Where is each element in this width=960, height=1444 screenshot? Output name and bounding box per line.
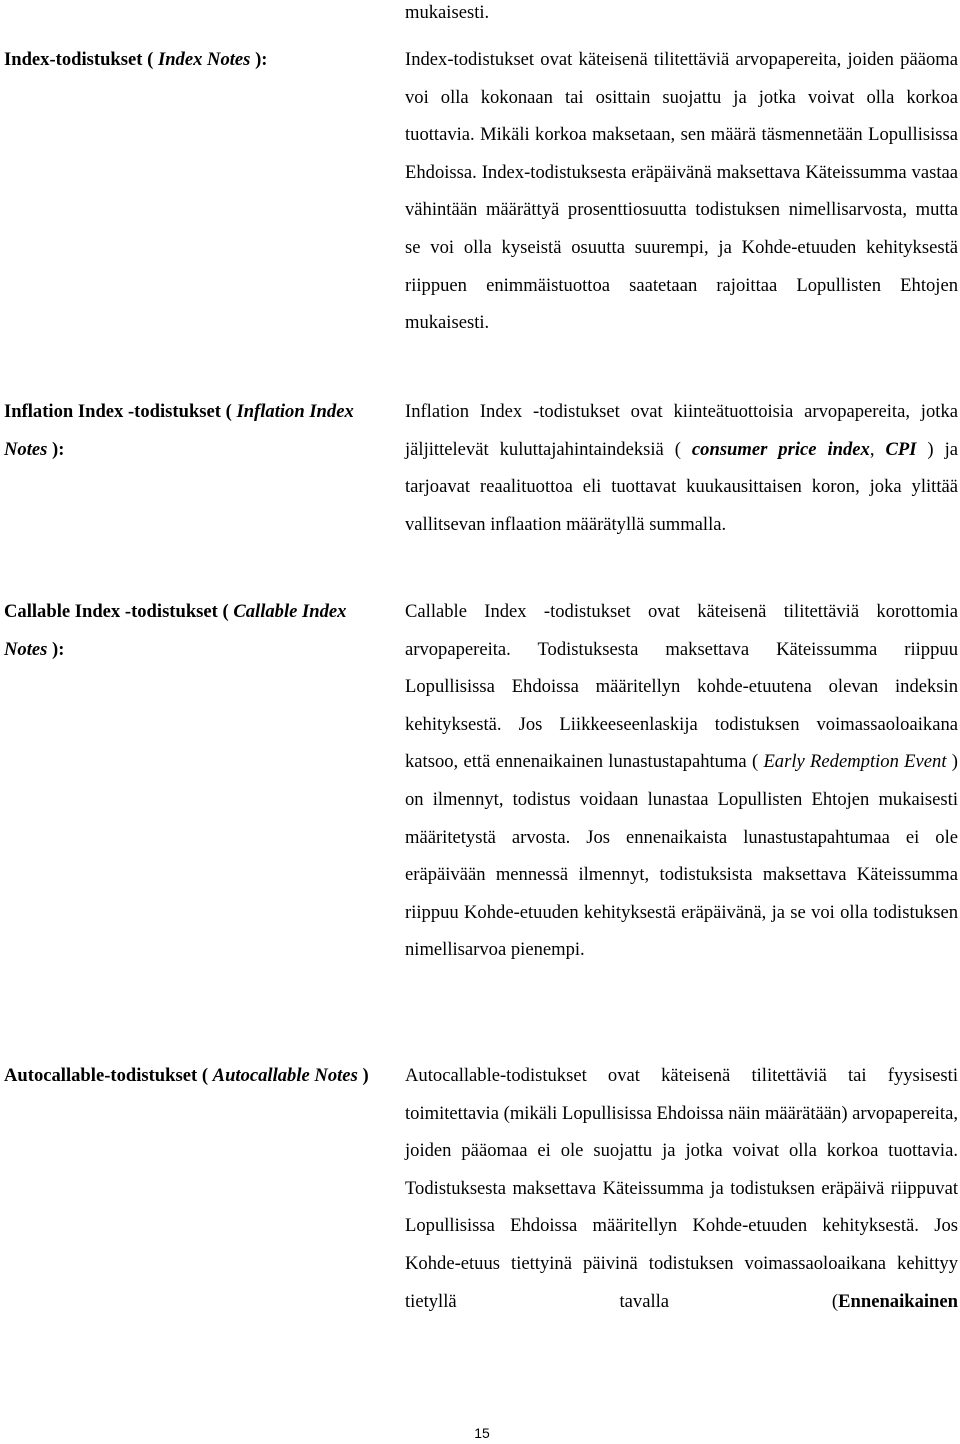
term-label [4, 41, 384, 79]
term-english: Autocallable Notes [212, 1065, 358, 1086]
body-text: Inflation Index -todistukset ovat kiinteätuottoisia arvopapereita, jotka jäljittelevät kuluttajahintaindeksiä ( [405, 401, 958, 460]
term-english: Index Notes [157, 49, 251, 70]
term-suffix: ): [255, 49, 268, 70]
body-text: ) ja tarjoavat reaalituottoa eli tuottavat kuukausittaisen koron, joka ylittää vallitsevan inflaation määrätyllä summalla. [405, 438, 958, 535]
definition-body: Index-todistukset ovat käteisenä tilitettäviä arvopapereita, joiden pääoma voi olla kokonaan tai osittain suojattu ja jotka voivat olla korkoa tuottavia. Mikäli korkoa maksetaan, sen määrä täsmennetään Lopullisissa Ehdoissa. Index-todistuksesta eräpäivänä maksettava Käteissumma vastaa vähintään määrättyä prosenttiosuutta todistuksen nimellisarvosta, mutta se voi olla kyseistä osuutta suurempi, ja Kohde-etuuden kehityksestä riippuen enimmäistuottoa saatetaan rajoittaa Lopullisten Ehtojen mukaisesti. [405, 49, 958, 334]
term-label [4, 393, 384, 468]
term-prefix: Autocallable-todistukset ( [4, 1065, 209, 1086]
term-english: Inflation Index Notes [4, 401, 354, 460]
term-separator: , [869, 438, 875, 460]
term-suffix: ): [52, 438, 65, 460]
definition-body [405, 393, 958, 543]
term-ennenaikainen: Ennenaikainen [838, 1290, 958, 1312]
term-prefix: Callable Index -todistukset ( [4, 601, 229, 622]
term-label [4, 593, 384, 668]
term-suffix: ): [52, 638, 65, 660]
term-prefix: Inflation Index -todistukset ( [4, 401, 232, 422]
definition-body [405, 593, 958, 969]
page-number: 15 [474, 1425, 490, 1441]
space [874, 439, 885, 460]
term-prefix: Index-todistukset ( [4, 49, 154, 70]
term-early-redemption-event: Early Redemption Event [763, 751, 947, 773]
continuation-text: mukaisesti. [405, 2, 490, 23]
term-label [4, 1057, 384, 1095]
body-text: ) on ilmennyt, todistus voidaan lunastaa Lopullisten Ehtojen mukaisesti määritetystä arvosta. Jos ennenaikaista lunastustapahtumaa ei ole eräpäivään mennessä ilmennyt, todistuksista maksettava Käteissumma riippuu Kohde-etuuden kehityksestä eräpäivänä, ja se voi olla todistuksen nimellisarvoa pienempi. [405, 751, 958, 961]
definition-body [405, 1057, 958, 1320]
term-cpi: CPI [885, 438, 917, 460]
term-english: Callable Index Notes [4, 601, 347, 660]
space [681, 439, 692, 460]
term-consumer-price-index: consumer price index [691, 438, 870, 460]
space [916, 439, 927, 460]
body-text: Callable Index -todistukset ovat käteisenä tilitettäviä korottomia arvopapereita. Todistuksesta maksettava Käteissumma riippuu Lopullisissa Ehdoissa määritellyn kohde-etuutena olevan indeksin kehityksestä. Jos Liikkeeseenlaskija todistuksen voimassaoloaikana katsoo, että ennenaikainen lunastustapahtuma ( [405, 601, 958, 773]
body-text: Autocallable-todistukset ovat käteisenä tilitettäviä tai fyysisesti toimitettavia (mikäli Lopullisissa Ehdoissa näin määrätään) arvopapereita, joiden pääomaa ei ole suojattu ja jotka voivat olla korkoa tuottavia. Todistuksesta maksettava Käteissumma ja todistuksen eräpäivä riippuvat Lopullisissa Ehdoissa määritellyn Kohde-etuuden kehityksestä. Jos Kohde-etuus tiettyinä päivinä todistuksen voimassaoloaikana kehittyy tietyllä tavalla ( [405, 1065, 958, 1312]
term-suffix: ) [362, 1065, 369, 1086]
